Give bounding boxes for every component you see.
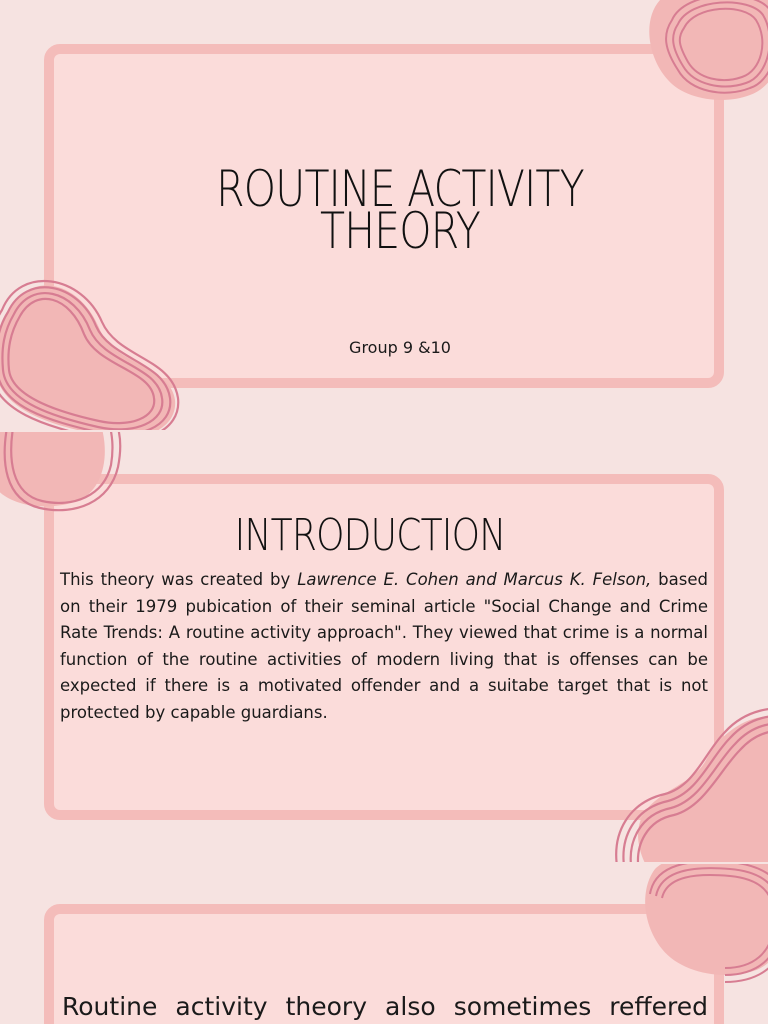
slide-title bbox=[187, 160, 613, 260]
continuation-slide bbox=[0, 864, 768, 1024]
title-line-1: ROUTINE ACTIVITY bbox=[216, 160, 584, 218]
paragraph-text-end: based on their 1979 pubication of their seminal article "Social Change and Crime Rate Trends: A routine activity approach". They viewed that crime is a normal function of the routine activities of modern living that is offenses can be expected if there is a motivated offender and a suitabe target that is not protected by capable guardians. bbox=[60, 570, 708, 722]
blob-decoration-left bbox=[0, 270, 190, 430]
title-slide bbox=[0, 0, 768, 430]
body-paragraph: Routine activity theory also sometimes reffered bbox=[62, 992, 708, 1021]
slide-subtitle: Group 9 &10 bbox=[349, 338, 451, 357]
title-line-2: THEORY bbox=[319, 202, 481, 260]
blob-decoration-right bbox=[610, 702, 768, 862]
section-heading: INTRODUCTION bbox=[234, 510, 506, 561]
paragraph-text-start: This theory was created by bbox=[60, 570, 298, 589]
introduction-slide bbox=[0, 432, 768, 862]
authors-text: Lawrence E. Cohen and Marcus K. Felson, bbox=[297, 570, 652, 589]
blob-decoration-top-right bbox=[630, 864, 768, 1004]
blob-decoration-top-right bbox=[630, 0, 768, 130]
blob-decoration-top-left bbox=[0, 432, 140, 532]
introduction-paragraph bbox=[60, 567, 708, 726]
